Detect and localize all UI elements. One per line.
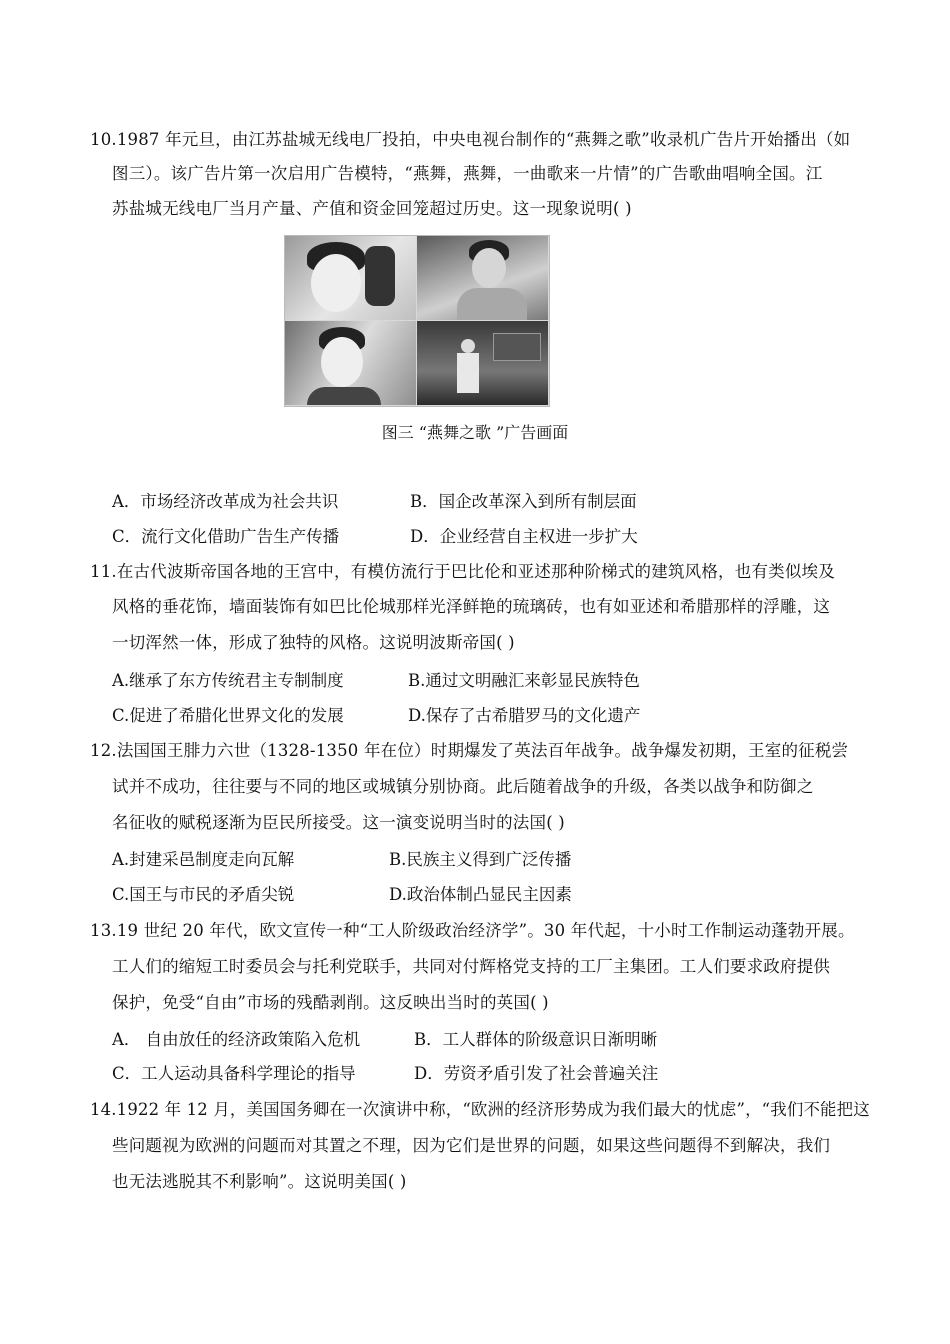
q10-option-a[interactable]: A．市场经济改革成为社会共识 [112, 492, 339, 511]
q12-option-c[interactable]: C.国王与市民的矛盾尖锐 [112, 885, 295, 904]
q12-option-a[interactable]: A.封建采邑制度走向瓦解 [112, 850, 295, 869]
ad-panel-3 [285, 321, 416, 405]
ad-panel-2 [417, 236, 548, 320]
q11-option-a[interactable]: A.继承了东方传统君主专制制度 [112, 671, 344, 690]
figure-caption: 图三 “燕舞之歌 ”广告画面 [381, 423, 569, 442]
q10-line-1: 10.1987 年元旦，由江苏盐城无线电厂投拍，中央电视台制作的“燕舞之歌”收录机广告片开始播出（如 [90, 130, 851, 149]
q10-line-3: 苏盐城无线电厂当月产量、产值和资金回笼超过历史。这一现象说明( ) [112, 199, 632, 218]
q14-line-2: 些问题视为欧洲的问题而对其置之不理，因为它们是世界的问题，如果这些问题得不到解决，我们 [112, 1136, 831, 1155]
q13-option-a[interactable]: A． 自由放任的经济政策陷入危机 [112, 1030, 361, 1049]
q13-option-d[interactable]: D．劳资矛盾引发了社会普遍关注 [414, 1064, 659, 1083]
q11-line-1: 11.在古代波斯帝国各地的王宫中，有模仿流行于巴比伦和亚述那种阶梯式的建筑风格，也有类似埃及 [90, 562, 835, 581]
q12-option-b[interactable]: B.民族主义得到广泛传播 [389, 850, 572, 869]
q13-option-c[interactable]: C．工人运动具备科学理论的指导 [112, 1064, 356, 1083]
q11-line-2: 风格的垂花饰，墙面装饰有如巴比伦城那样光泽鲜艳的琉璃砖，也有如亚述和希腊那样的浮雕，这 [112, 597, 831, 616]
q10-option-d[interactable]: D．企业经营自主权进一步扩大 [410, 527, 638, 546]
yanwu-ad-photo [284, 235, 550, 407]
q11-line-3: 一切浑然一体，形成了独特的风格。这说明波斯帝国( ) [112, 633, 515, 652]
q10-option-b[interactable]: B．国企改革深入到所有制层面 [410, 492, 637, 511]
q14-line-1: 14.1922 年 12 月，美国国务卿在一次演讲中称，“欧洲的经济形势成为我们最大的忧虑”，“我们不能把这 [90, 1100, 870, 1119]
q10-line-2: 图三）。该广告片第一次启用广告模特，“燕舞，燕舞，一曲歌来一片情”的广告歌曲唱响全国。江 [112, 164, 823, 183]
q11-option-b[interactable]: B.通过文明融汇来彰显民族特色 [408, 671, 640, 690]
q11-option-d[interactable]: D.保存了古希腊罗马的文化遗产 [408, 706, 641, 725]
q12-line-3: 名征收的赋税逐渐为臣民所接受。这一演变说明当时的法国( ) [112, 813, 565, 832]
q13-line-1: 13.19 世纪 20 年代，欧文宣传一种“工人阶级政治经济学”。30 年代起，十小时工作制运动蓬勃开展。 [90, 921, 855, 940]
ad-panel-4 [417, 321, 548, 405]
ad-panel-1 [285, 236, 416, 320]
q13-option-b[interactable]: B．工人群体的阶级意识日渐明晰 [414, 1030, 658, 1049]
q10-option-c[interactable]: C．流行文化借助广告生产传播 [112, 527, 340, 546]
q13-line-3: 保护，免受“自由”市场的残酷剥削。这反映出当时的英国( ) [112, 993, 549, 1012]
q12-option-d[interactable]: D.政治体制凸显民主因素 [389, 885, 572, 904]
q13-line-2: 工人们的缩短工时委员会与托利党联手，共同对付辉格党支持的工厂主集团。工人们要求政府提供 [112, 957, 831, 976]
q14-line-3: 也无法逃脱其不利影响”。这说明美国( ) [112, 1172, 407, 1191]
q12-line-1: 12.法国国王腓力六世（1328-1350 年在位）时期爆发了英法百年战争。战争爆发初期，王室的征税尝 [90, 741, 849, 760]
q11-option-c[interactable]: C.促进了希腊化世界文化的发展 [112, 706, 344, 725]
q12-line-2: 试并不成功，往往要与不同的地区或城镇分别协商。此后随着战争的升级，各类以战争和防御之 [112, 777, 814, 796]
